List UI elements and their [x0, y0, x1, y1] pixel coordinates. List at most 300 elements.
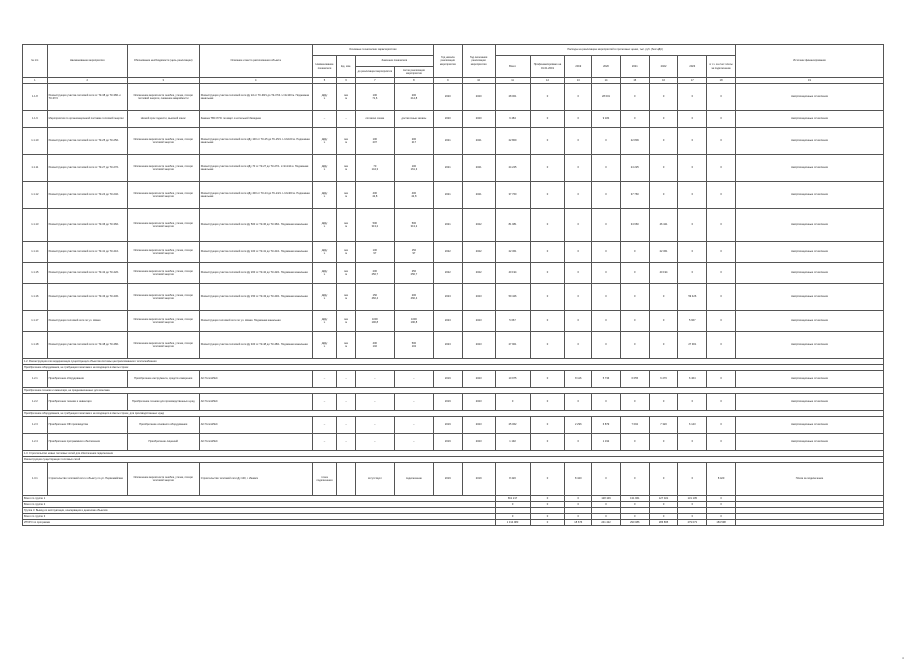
row-before-cell: – [355, 417, 394, 434]
col-header-start-year: Год начала реализации мероприятия [433, 45, 462, 78]
row-2023-cell: 0 [678, 209, 707, 242]
total-value-cell: 0 [592, 502, 621, 508]
row-2021-cell: 24 225 [620, 155, 649, 182]
row-before-cell: – [355, 434, 394, 451]
table-row [23, 463, 884, 496]
row-reason-cell: Исключение вероятности ошибок, утечек, потери тепловой энергии [127, 242, 199, 263]
row-start-year-cell: 2021 [433, 209, 462, 242]
row-2019-cell: 0 [565, 263, 592, 284]
column-number-cell: 17 [678, 78, 707, 84]
total-value-cell: 0 [592, 514, 621, 520]
row-connection-fee-cell: 0 [707, 371, 736, 388]
total-value-cell: 0 [678, 514, 707, 520]
row-source-cell: Амортизационные отчисления [735, 311, 883, 332]
row-unit-cell: мм м [337, 84, 355, 111]
row-2023-cell: 0 [678, 263, 707, 284]
col-header-source: Источник финансирования [735, 45, 883, 78]
table-row [23, 394, 884, 411]
total-value-cell: 279 073 [678, 520, 707, 526]
row-number-cell: 1.1.14 [23, 242, 48, 263]
row-2019-cell: 0 [565, 128, 592, 155]
row-reason-cell: Низкий срок годности, высокий износ [127, 111, 199, 128]
row-description-cell: Реконструкция участка тепловой сети Ду 2d от ТК-38/1 до ТК-37/4. L=2x100 м. Подземная канальная [199, 84, 312, 111]
col-header-after: после реализации мероприятия [394, 67, 433, 78]
row-start-year-cell: 2023 [433, 311, 462, 332]
row-reason-cell: Приобретение лицензий [127, 434, 199, 451]
row-unit-cell: мм м [337, 128, 355, 155]
total-value-cell: 0 [707, 496, 736, 502]
row-number-cell: 1.2.3 [23, 417, 48, 434]
row-start-year-cell: 2022 [433, 242, 462, 263]
row-2021-cell: 0 [620, 394, 649, 411]
row-name-cell: Реконструкция тепловой сети по ул. Новая [47, 311, 127, 332]
row-end-year-cell: 2023 [462, 332, 495, 359]
row-description-cell: Реконструкция участка тепловой сети Ду 400 от ТК-48 до ТК-48/1. Подземная канальная [199, 332, 312, 359]
row-start-year-cell: 2021 [433, 128, 462, 155]
row-connection-fee-cell: 0 [707, 263, 736, 284]
row-2021-cell: 0 [620, 332, 649, 359]
row-name-cell: Мероприятия по организационной поставке тепловой энергии [47, 111, 127, 128]
row-number-cell: 1.1.13 [23, 209, 48, 242]
section-title: Приобретение оборудования, не требующего монтажа и не входящего в сметы строек, для производственных нужд [23, 411, 884, 417]
col-header-2022: 2022 [649, 56, 678, 78]
row-before-cell: 150 460,4 [355, 284, 394, 311]
row-2022-cell: 0 [649, 332, 678, 359]
column-number-cell: 18 [707, 78, 736, 84]
section-title: 1.2. Реконструкция или модернизация существующих объектов системы централизованного теплоснабжения [23, 359, 884, 365]
row-source-cell: Амортизационные отчисления [735, 263, 883, 284]
row-reason-cell: Исключение вероятности ошибок, утечек, потери тепловой энергии [127, 155, 199, 182]
row-2023-cell: 0 [678, 111, 707, 128]
row-2020-cell: 0 [592, 311, 621, 332]
row-before-cell: 1000 190,8 [355, 311, 394, 332]
row-total-cell: 40 194 [495, 263, 530, 284]
row-connection-fee-cell: 0 [707, 242, 736, 263]
row-start-year-cell: 2020 [433, 84, 462, 111]
column-number-cell: 11 [495, 78, 530, 84]
row-description-cell: Реконструкция участка тепловой сети Ду 200 от ТК-42 до ТК-42/1. Подземная канальная [199, 263, 312, 284]
row-after-cell: 400 42,8 [394, 182, 433, 209]
col-header-no: № п/п [23, 45, 48, 78]
section-title: Приобретение оборудования, не требующего монтажа и не входящего в сметы строек [23, 365, 884, 371]
row-2019-cell: 0 [565, 182, 592, 209]
row-name-cell: Реконструкция участка тепловой сети от ТК-48 до ТК-48/1 [47, 332, 127, 359]
row-2019-cell: 2 296 [565, 417, 592, 434]
row-number-cell: 1.1.18 [23, 332, 48, 359]
row-2020-cell: 0 [592, 394, 621, 411]
row-indicator-cell: Д/Ду L [312, 242, 337, 263]
total-value-cell: 661 217 [495, 496, 530, 502]
total-value-cell: 128 109 [592, 496, 621, 502]
total-value-cell: 0 [649, 502, 678, 508]
total-label-cell: Всего по группе 1 [23, 496, 496, 502]
row-2022-cell: 0 [649, 311, 678, 332]
row-number-cell: 1.1.17 [23, 311, 48, 332]
row-2020-cell: 0 [592, 242, 621, 263]
row-connection-fee-cell: 0 [707, 332, 736, 359]
row-end-year-cell: 2023 [462, 371, 495, 388]
row-start-year-cell: 2019 [433, 394, 462, 411]
row-reason-cell: Исключение вероятности ошибок, утечек, потери тепловой энергии [127, 311, 199, 332]
col-header-reason: Обоснование необходимости (цель реализации) [127, 45, 199, 78]
row-after-cell: 500 102 [394, 332, 433, 359]
row-2021-cell: 0 [620, 242, 649, 263]
row-unit-cell: – [337, 371, 355, 388]
row-start-year-cell: 2022 [433, 263, 462, 284]
column-number-cell: 8 [394, 78, 433, 84]
row-end-year-cell: 2020 [462, 111, 495, 128]
row-2019-cell: 0 [565, 284, 592, 311]
col-header-unit: Ед. изм. [337, 56, 355, 78]
row-2022-cell: 0 [649, 155, 678, 182]
row-indicator-cell: – [312, 371, 337, 388]
column-number-cell: 14 [592, 78, 621, 84]
total-value-cell: 286 865 [649, 520, 678, 526]
row-end-year-cell: 2023 [462, 417, 495, 434]
column-number-cell: 2 [47, 78, 127, 84]
row-name-cell: Реконструкция участка тепловой сети от ТК-42 до ТК-42/1 [47, 263, 127, 284]
row-number-cell: 1.1.12 [23, 182, 48, 209]
row-total-cell: 37 760 [495, 182, 530, 209]
row-financed-cell: 0 [530, 209, 565, 242]
row-total-cell: 22 361 [495, 242, 530, 263]
row-total-cell: 9 484 [495, 111, 530, 128]
total-value-cell: 1 314 983 [495, 520, 530, 526]
row-2020-cell: 0 [592, 284, 621, 311]
row-end-year-cell: 2022 [462, 242, 495, 263]
row-total-cell: 81 081 [495, 209, 530, 242]
row-start-year-cell: 2019 [433, 434, 462, 451]
row-end-year-cell: 2023 [462, 434, 495, 451]
row-2022-cell: 0 [649, 284, 678, 311]
column-number-cell: 5 [312, 78, 337, 84]
row-unit-cell: – [337, 417, 355, 434]
column-number-cell: 16 [649, 78, 678, 84]
row-before-cell: 100 207 [355, 128, 394, 155]
total-value-cell: 184 598 [707, 520, 736, 526]
total-value-cell: 0 [565, 514, 592, 520]
total-label-cell: Всего по группе 2 [23, 502, 496, 508]
row-connection-fee-cell: 0 [707, 417, 736, 434]
row-description-cell: Реконструкция участка тепловой сети 2Ду 400 от ТК-24 до ТК-24/1. L=2x400 м. Подземная канальная [199, 182, 312, 209]
total-value-cell: 0 [565, 502, 592, 508]
row-number-cell: 1.1.10 [23, 128, 48, 155]
row-indicator-cell: Д/Ду L [312, 332, 337, 359]
row-unit-cell [337, 463, 355, 496]
row-unit-cell: мм м [337, 263, 355, 284]
total-label-cell: Всего по группе 3 [23, 514, 496, 520]
row-source-cell: Амортизационные отчисления [735, 332, 883, 359]
row-2021-cell: 37 760 [620, 182, 649, 209]
row-unit-cell: мм м [337, 182, 355, 209]
row-total-cell: 10 975 [495, 371, 530, 388]
total-value-cell: 0 [565, 496, 592, 502]
row-end-year-cell: 2023 [462, 311, 495, 332]
col-header-name: Наименование мероприятия [47, 45, 127, 78]
row-connection-fee-cell: 0 [707, 311, 736, 332]
table-row [23, 434, 884, 451]
row-start-year-cell: 2019 [433, 417, 462, 434]
total-value-cell: 0 [707, 502, 736, 508]
row-name-cell: Реконструкция участка тепловой сети от ТК-27 до ТК-27/1 [47, 155, 127, 182]
section-title: Приобретение техники и инвентаря, не предназначенных для монтажа [23, 388, 884, 394]
row-start-year-cell: 2020 [433, 111, 462, 128]
row-before-cell: отсутствует [355, 463, 394, 496]
row-name-cell: Строительство тепловой сети к объекту по ул. Первомайская [47, 463, 127, 496]
row-2020-cell: 5 736 [592, 371, 621, 388]
row-name-cell: Реконструкция участка тепловой сети от ТК-38 до ТК-38/1 и ТК-37/4 [47, 84, 127, 111]
row-2019-cell: 0 [565, 332, 592, 359]
row-after-cell: 500 313,2 [394, 209, 433, 242]
row-2021-cell: 0 [620, 463, 649, 496]
row-before-cell: 500 313,2 [355, 209, 394, 242]
row-before-cell: 400 102 [355, 332, 394, 359]
row-reason-cell: Исключение вероятности ошибок, утечек, потери тепловой энергии [127, 463, 199, 496]
row-2019-cell: 0 [565, 434, 592, 451]
row-2019-cell: 0 [565, 242, 592, 263]
row-name-cell: Приобретение ОФ производства [47, 417, 127, 434]
col-header-before: до реализации мероприятия [355, 67, 394, 78]
row-total-cell: 5 667 [495, 311, 530, 332]
table-row [23, 417, 884, 434]
row-2023-cell: 6 464 [678, 371, 707, 388]
row-unit-cell: – [337, 434, 355, 451]
row-indicator-cell: Д/Ду L [312, 311, 337, 332]
row-after-cell: 100 161,3 [394, 155, 433, 182]
page-number: 4 [902, 656, 904, 660]
col-group-tech: Основные технические характеристики [312, 45, 433, 56]
row-unit-cell: – [337, 394, 355, 411]
table-row [23, 284, 884, 311]
row-description-cell: Реконструкция участка тепловой сети 2Ду 100 от ТК-25 до ТК-25/1. L=2x100 м. Подземная канальная [199, 128, 312, 155]
row-name-cell: Приобретение техники и инвентаря [47, 394, 127, 411]
table-row [23, 332, 884, 359]
row-start-year-cell: 2019 [433, 463, 462, 496]
row-2020-cell: 0 [592, 182, 621, 209]
row-2022-cell: 46 421 [649, 209, 678, 242]
row-start-year-cell: 2021 [433, 182, 462, 209]
row-after-cell: – [394, 417, 433, 434]
row-total-cell: 24 225 [495, 155, 530, 182]
row-after-cell: 200 214,8 [394, 84, 433, 111]
row-total-cell: 59 426 [495, 284, 530, 311]
row-indicator-cell: – [312, 434, 337, 451]
column-number-cell: 3 [127, 78, 199, 84]
row-after-cell: 200 460,4 [394, 284, 433, 311]
col-header-2023: 2023 [678, 56, 707, 78]
row-source-cell: Амортизационные отчисления [735, 128, 883, 155]
row-before-cell: – [355, 371, 394, 388]
row-2023-cell: 0 [678, 463, 707, 496]
total-row [23, 520, 884, 526]
row-start-year-cell: 2023 [433, 332, 462, 359]
row-description-cell: АО ТеплоРЕС [199, 371, 312, 388]
row-after-cell: 250 256,7 [394, 263, 433, 284]
row-indicator-cell: Д/Ду L [312, 209, 337, 242]
row-number-cell: 1.1.11 [23, 155, 48, 182]
row-unit-cell: мм м [337, 284, 355, 311]
row-2021-cell: 0 [620, 434, 649, 451]
row-unit-cell: мм м [337, 332, 355, 359]
col-header-connection-fee: в т.ч. за счет платы за подключение [707, 56, 736, 78]
row-2019-cell: 0 [565, 311, 592, 332]
row-total-cell: 0 [495, 394, 530, 411]
row-reason-cell: Приобретение инструмента, средств измерения [127, 371, 199, 388]
row-source-cell: Амортизационные отчисления [735, 417, 883, 434]
row-connection-fee-cell: 0 [707, 155, 736, 182]
section-title: Реконструкция существующих тепловых сетей [23, 457, 884, 463]
row-end-year-cell: 2022 [462, 263, 495, 284]
row-before-cell: 400 42,8 [355, 182, 394, 209]
row-total-cell: 1 192 [495, 434, 530, 451]
row-description-cell: Реконструкция тепловой сети по ул. Новая. Подземная канальная [199, 311, 312, 332]
row-description-cell: АО ТеплоРЕС [199, 434, 312, 451]
row-financed-cell: 0 [530, 332, 565, 359]
row-description-cell: Реконструкция участка тепловой сети Ду 100 от ТК-41 до ТК-41/1. Подземная канальная [199, 242, 312, 263]
row-indicator-cell: Д/Ду L [312, 84, 337, 111]
row-unit-cell: мм м [337, 242, 355, 263]
row-2021-cell: 34 660 [620, 209, 649, 242]
row-financed-cell: 0 [530, 155, 565, 182]
row-before-cell: 100 71,6 [355, 84, 394, 111]
row-number-cell: 1.1.15 [23, 263, 48, 284]
row-2020-cell: 1 192 [592, 434, 621, 451]
row-indicator-cell: Д/Ду L [312, 182, 337, 209]
row-2023-cell: 0 [678, 128, 707, 155]
table-row [23, 371, 884, 388]
row-number-cell: 1.3.1 [23, 463, 48, 496]
row-name-cell: Реконструкция участка тепловой сети от ТК-43 до ТК-43/1 [47, 284, 127, 311]
total-value-cell: 0 [495, 502, 530, 508]
column-number-cell: 10 [462, 78, 495, 84]
row-2023-cell: 27 901 [678, 332, 707, 359]
table-row [23, 263, 884, 284]
column-number-cell: 6 [337, 78, 355, 84]
row-after-cell: 1000 190,8 [394, 311, 433, 332]
row-2019-cell: 0 [565, 209, 592, 242]
table-row [23, 311, 884, 332]
col-group-costs: Расходы на реализацию мероприятий в прогнозных ценах, тыс. руб. (без НДС) [495, 45, 735, 56]
total-value-cell: 0 [678, 502, 707, 508]
row-end-year-cell: 2019 [462, 463, 495, 496]
row-description-cell: Реконструкция участка тепловой сети 2Ду 70 от ТК-27 до ТК-27/1. L=2x144 м. Подземная канальная [199, 155, 312, 182]
row-2019-cell: 8 116 [565, 371, 592, 388]
row-source-cell: Амортизационные отчисления [735, 182, 883, 209]
row-after-cell: – [394, 394, 433, 411]
row-reason-cell: Исключение вероятности ошибок, утечек, потери тепловой энергии [127, 263, 199, 284]
row-start-year-cell: 2023 [433, 284, 462, 311]
row-2023-cell: 0 [678, 84, 707, 111]
total-value-cell: 0 [620, 502, 649, 508]
table-row [23, 155, 884, 182]
row-number-cell: 1.1.9 [23, 111, 48, 128]
total-value-cell: 0 [530, 514, 565, 520]
total-label-cell: Группа 3. Вывод из эксплуатации, консервация и демонтаж объектов [23, 508, 496, 514]
row-2022-cell: 22 361 [649, 242, 678, 263]
row-indicator-cell: – [312, 417, 337, 434]
row-2020-cell: 0 [592, 463, 621, 496]
column-number-cell: 15 [620, 78, 649, 84]
row-2021-cell: 7 092 [620, 417, 649, 434]
row-name-cell: Реконструкция участка тепловой сети от ТК-36 до ТК-36/1 [47, 209, 127, 242]
row-connection-fee-cell: 0 [707, 84, 736, 111]
row-name-cell: Реконструкция участка тепловой сети от ТК-25 до ТК-25/1 [47, 128, 127, 155]
col-group-values: Значение показателя [355, 56, 433, 67]
total-value-cell: 131 961 [620, 496, 649, 502]
total-value-cell: 0 [620, 514, 649, 520]
row-2022-cell: 0 [649, 128, 678, 155]
row-source-cell: Амортизационные отчисления [735, 434, 883, 451]
row-before-cell: – [355, 394, 394, 411]
row-financed-cell: 0 [530, 84, 565, 111]
row-2022-cell: 0 [649, 84, 678, 111]
row-2021-cell: 0 [620, 111, 649, 128]
row-name-cell: Приобретение оборудования [47, 371, 127, 388]
row-description-cell: Реконструкция участка тепловой сети Ду 500 от ТК-36 до ТК-36/1. Подземная канальная [199, 209, 312, 242]
col-header-indicator: Наименование показателя [312, 56, 337, 78]
row-description-cell: АО ТеплоРЕС [199, 417, 312, 434]
row-financed-cell: 0 [530, 111, 565, 128]
col-header-2019: 2019 [565, 56, 592, 78]
row-reason-cell: Приобретение основного оборудования [127, 417, 199, 434]
row-financed-cell: 0 [530, 311, 565, 332]
row-end-year-cell: 2021 [462, 128, 495, 155]
table-row [23, 111, 884, 128]
row-2023-cell: 0 [678, 394, 707, 411]
row-total-cell: 22 809 [495, 128, 530, 155]
table-row [23, 242, 884, 263]
row-end-year-cell: 2021 [462, 155, 495, 182]
row-after-cell: – [394, 434, 433, 451]
row-unit-cell: мм м [337, 311, 355, 332]
row-2022-cell: 0 [649, 111, 678, 128]
row-financed-cell: 0 [530, 434, 565, 451]
row-source-cell: Амортизационные отчисления [735, 155, 883, 182]
row-2022-cell: 0 [649, 394, 678, 411]
col-header-2021: 2021 [620, 56, 649, 78]
col-header-total: Всего [495, 56, 530, 78]
row-name-cell: Приобретение программного обеспечения [47, 434, 127, 451]
row-total-cell: 27 901 [495, 332, 530, 359]
row-indicator-cell: – [312, 394, 337, 411]
row-2023-cell: 5 667 [678, 311, 707, 332]
row-after-cell: – [394, 371, 433, 388]
row-connection-fee-cell: 0 [707, 111, 736, 128]
row-source-cell: Амортизационные отчисления [735, 284, 883, 311]
table-row [23, 128, 884, 155]
row-2020-cell: 0 [592, 263, 621, 284]
row-number-cell: 1.2.4 [23, 434, 48, 451]
table-row [23, 182, 884, 209]
total-source-cell [735, 520, 883, 526]
row-financed-cell: 0 [530, 242, 565, 263]
col-header-description: Описание и место расположения объекта [199, 45, 312, 78]
row-connection-fee-cell: 0 [707, 209, 736, 242]
row-source-cell: Амортизационные отчисления [735, 84, 883, 111]
row-2023-cell: 6 143 [678, 417, 707, 434]
row-2022-cell: 7 320 [649, 417, 678, 434]
row-description-cell: Строительство тепловой сети Ду 100, г. Ижевск [199, 463, 312, 496]
column-number-cell: 9 [433, 78, 462, 84]
total-value-cell: 241 422 [592, 520, 621, 526]
row-source-cell: Амортизационные отчисления [735, 209, 883, 242]
row-2020-cell: 0 [592, 128, 621, 155]
row-connection-fee-cell: 0 [707, 128, 736, 155]
row-2021-cell: 0 [620, 284, 649, 311]
row-2022-cell: 0 [649, 463, 678, 496]
row-source-cell: Плата за подключение [735, 463, 883, 496]
row-connection-fee-cell: 0 [707, 182, 736, 209]
